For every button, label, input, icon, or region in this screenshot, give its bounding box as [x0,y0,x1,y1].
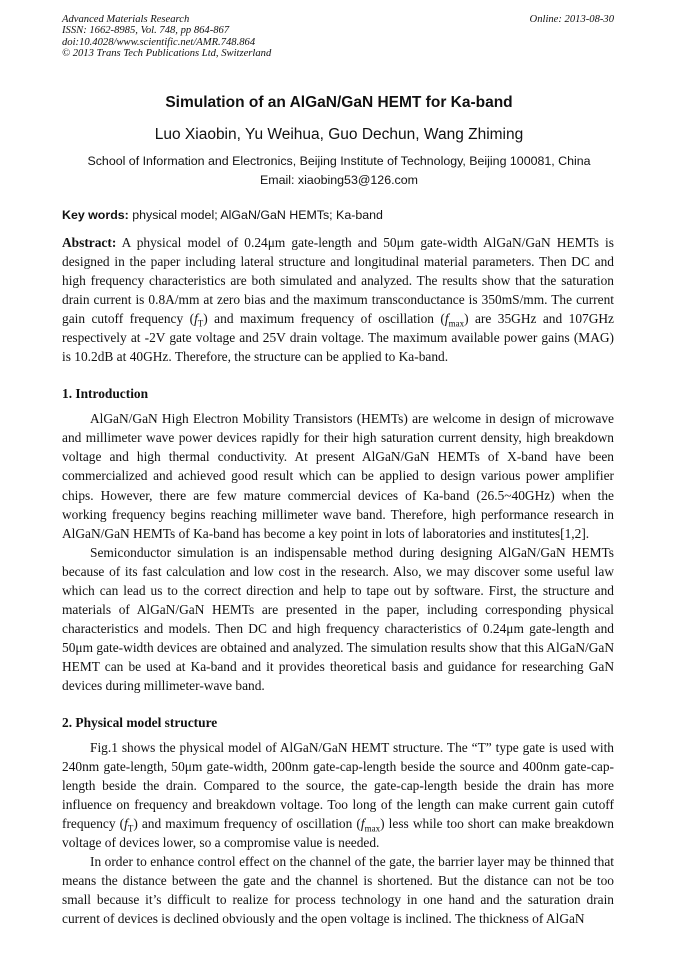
text-run: f [444,311,449,327]
paragraph [62,543,614,695]
online-date: Online: 2013-08-30 [529,14,614,25]
text-run: A physical model of 0.24μm gate-length and 50μm gate-width AlGaN/GaN HEMTs is designed in the paper including lateral structure and longitudinal material parameters. Then DC and high frequency characteristics are both simulated and analyzed. The results show that the saturation drain current is 0.8A/mm at zero bias and the maximum transconductance is 350mS/mm. The current gain cutoff frequency ( [62,235,614,327]
paper-title: Simulation of an AlGaN/GaN HEMT for Ka-band [165,94,513,111]
subscript: max [364,823,381,834]
abstract [62,233,614,366]
subscript: T [127,823,134,834]
keywords-text: physical model; AlGaN/GaN HEMTs; Ka-band [128,208,383,222]
bold-label: Abstract: [62,235,117,250]
text-run: 2. Physical model structure [62,715,218,731]
text-run: Fig.1 shows the physical model of AlGaN/GaN HEMT structure. The “T” type gate is used with 240nm gate-length, 50μm gate-width, 200nm gate-cap-length beside the source and 400nm gate-cap-length beside the drain. Compared to the source, the gate-cap-length beside the drain has more influence on frequency and breakdown voltage. Too long of the length can make current gain cutoff frequency ( [62,740,614,832]
subscript: T [197,318,204,329]
text-run: AlGaN/GaN High Electron Mobility Transistors (HEMTs) are welcome in design of microwave and millimeter wave power devices rapidly for their high saturation current density, high breakdown voltage and high thermal conductivity. At present AlGaN/GaN HEMTs of X-band have been commercialized and achieved good result which can be applied to design various power amplifier chips. However, there are few mature commercial devices of Ka-band (26.5~40GHz) when the working frequency begins reaching millimeter wave band. Therefore, high performance research in AlGaN/GaN HEMTs of Ka-band has become a key point in lots of laboratories and institutes[1,2]. [62,411,614,541]
text-run: f [360,816,365,832]
paragraph [62,852,614,928]
keywords [62,208,383,222]
copyright: © 2013 Trans Tech Publications Ltd, Switzerland [62,47,272,59]
text-run: f [124,816,128,832]
paragraph [62,738,614,852]
email: Email: xiaobing53@126.com [260,173,418,187]
section-heading [62,713,614,732]
issn: ISSN: 1662-8985, Vol. 748, pp 864-867 [62,25,230,37]
text-run: Semiconductor simulation is an indispensable method during designing AlGaN/GaN HEMTs because of its fast calculation and low cost in the research. Also, we may discover some useful law which can lead us to the correct direction and help to tape out by software. First, the structure and materials of AlGaN/GaN HEMTs are presented in the paper, including corresponding physical characteristics and models. Then DC and high frequency characteristics of 0.24μm gate-length and 50μm gate-width devices are obtained and analyzed. The simulation results show that this AlGaN/GaN HEMT can be used at Ka-band and it provides theoretical basis and guidance for researching GaN devices during millimeter-wave band. [62,544,614,693]
keywords-label: Key words: [62,208,129,222]
section-heading [62,384,614,403]
text-run: In order to enhance control effect on the channel of the gate, the barrier layer may be thinned that means the distance between the gate and the channel is shortened. But the distance can not be too small because it’s difficult to realize for process technology in one hand and the saturation drain current of devices is declined obviously and the open voltage is inclined. The thickness of AlGaN [62,854,614,927]
text-run: 1. Introduction [62,386,149,402]
paragraph [62,409,614,542]
journal-header [62,14,271,59]
paper-body [62,233,614,929]
affiliation: School of Information and Electronics, Beijing Institute of Technology, Beijing 100081, China [87,154,591,168]
authors: Luo Xiaobin, Yu Weihua, Guo Dechun, Wang Zhiming [154,126,524,143]
text-run: ) are 35GHz and 107GHz respectively at -2V gate voltage and 25V drain voltage. The maximum available power gains (MAG) is 10.2dB at 40GHz. Therefore, the structure can be applied to Ka-band. [62,311,614,365]
text-run: f [194,311,198,327]
subscript: max [448,318,465,329]
text-run: ) less while too short can make breakdown voltage of devices lower, so a compromise value is needed. [62,816,614,851]
affiliation-block [0,152,678,190]
text-run: ) and maximum frequency of oscillation ( [203,311,445,327]
journal-name: Advanced Materials Research [62,14,190,25]
text-run: ) and maximum frequency of oscillation ( [133,816,361,832]
doi: doi:10.4028/www.scientific.net/AMR.748.864 [62,36,256,48]
